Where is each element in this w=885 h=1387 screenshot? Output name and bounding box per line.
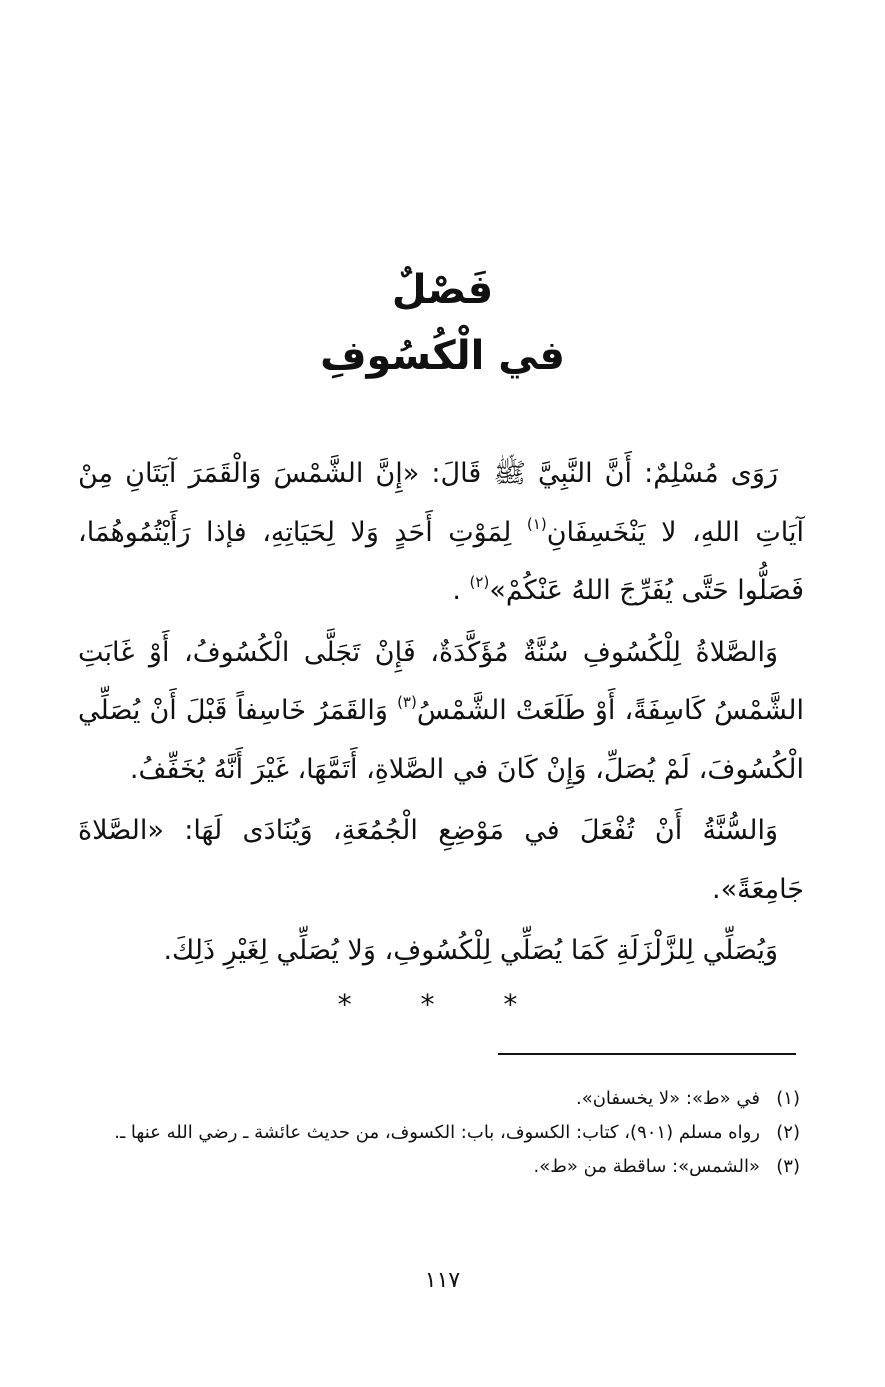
footnote-text: «الشمس»: ساقطة من «ط». xyxy=(533,1156,760,1177)
chapter-subheading: في الْكُسُوفِ xyxy=(320,333,565,379)
footnote-3 xyxy=(78,1150,800,1184)
paragraph-2 xyxy=(78,624,804,800)
page-number: ١١٧ xyxy=(424,1268,461,1293)
footnote-number: (٣) xyxy=(776,1156,800,1177)
footnote-number: (٢) xyxy=(776,1122,800,1143)
footnote-marker-3: (٣) xyxy=(397,693,417,711)
main-text xyxy=(78,445,804,981)
paragraph-1 xyxy=(78,445,804,621)
paragraph-1-text-a: رَوَى مُسْلِمٌ: أَنَّ النَّبِيَّ ﷺ قَالَ: «إِنَّ الشَّمْسَ وَالْقَمَرَ آيَتَانِ مِنْ آيَاتِ اللهِ، لا يَنْخَسِفَانِ xyxy=(78,458,804,548)
footnote-2 xyxy=(78,1116,800,1150)
paragraph-2-text-a: وَالصَّلاةُ لِلْكُسُوفِ سُنَّةٌ مُؤَكَّدَةٌ، فَإِنْ تَجَلَّى الْكُسُوفُ، أَوْ غَابَتِ الشَّمْسُ كَاسِفَةً، أَوْ طَلَعَتْ الشَّمْسُ xyxy=(78,636,804,726)
paragraph-3-text: وَالسُّنَّةُ أَنْ تُفْعَلَ في مَوْضِعِ الْجُمُعَةِ، وَيُنَادَى لَهَا: «الصَّلاةَ جَامِعَةً». xyxy=(78,815,804,905)
paragraph-4 xyxy=(78,922,804,981)
footnote-marker-1: (١) xyxy=(526,514,547,533)
footnotes xyxy=(78,1082,800,1184)
footnote-rule xyxy=(498,1053,796,1055)
footnote-number: (١) xyxy=(776,1088,800,1109)
footnote-marker-2: (٢) xyxy=(469,573,490,591)
chapter-heading: فَصْلٌ xyxy=(391,267,494,313)
paragraph-4-text: وَيُصَلِّي لِلزَّلْزَلَةِ كَمَا يُصَلِّي لِلْكُسُوفِ، وَلا يُصَلِّي لِغَيْرِ ذَلِكَ. xyxy=(163,935,778,966)
paragraph-1-text-c: . xyxy=(452,575,470,606)
paragraph-2-text-b: وَالقَمَرُ خَاسِفاً قَبْلَ أَنْ يُصَلِّي الْكُسُوفَ، لَمْ يُصَلِّ، وَإِنْ كَانَ في الصَّلاةِ، أَتَمَّهَا، غَيْرَ أَنَّهُ يُخَفِّفُ. xyxy=(78,695,804,785)
paragraph-1-text-b: لِمَوْتِ أَحَدٍ وَلا لِحَيَاتِهِ، فإذا رَأَيْتُمُوهُمَا، فَصَلُّوا حَتَّى يُفَرِّجَ اللهُ عَنْكُمْ» xyxy=(78,516,804,606)
paragraph-3 xyxy=(78,802,804,919)
section-separator: * * * xyxy=(337,988,548,1021)
footnote-text: في «ط»: «لا يخسفان». xyxy=(575,1088,760,1109)
footnote-1 xyxy=(78,1082,800,1116)
footnote-text: رواه مسلم (٩٠١)، كتاب: الكسوف، باب: الكسوف، من حديث عائشة ـ رضي الله عنها ـ. xyxy=(114,1122,760,1143)
